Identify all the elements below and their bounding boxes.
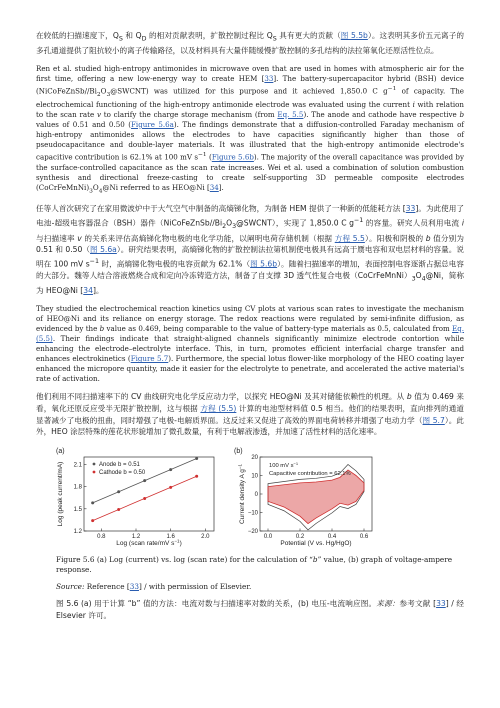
text: of capacity. The electrochemical functioning of the high-entropy antimonide electrode was evaluated using the current [36, 86, 464, 109]
paragraph-en-1 [36, 64, 464, 197]
text: ” value, (b) graph of voltage-ampere response. [56, 554, 453, 575]
reference-link[interactable]: 34 [83, 286, 93, 296]
text: −1 [89, 257, 99, 265]
panel-b-annotation-rate [269, 461, 299, 469]
figure-caption [56, 555, 464, 576]
text: 3 [232, 223, 237, 230]
text: v [77, 233, 82, 243]
text: −1 [293, 460, 299, 466]
text: ）。随着扫描速率的增加，表面控制电容逐渐占据总电容的大部分。魏等人结合溶液燃烧合成和定向冷冻铸造方法，制备了自支撑 3D 透气性复合电极（CoCrFeMnNi） [36, 259, 465, 280]
text: 在较低的扫描速度下，Q [36, 31, 119, 40]
text: i [412, 99, 415, 109]
reference-link[interactable]: 33 [129, 581, 139, 591]
legend-anode: Anode b = 0.51 [99, 461, 140, 468]
text: −1 [197, 152, 207, 159]
x-tick-label: 0.2 [295, 533, 305, 540]
data-point [195, 457, 198, 460]
text: O [415, 270, 422, 280]
text: @Ni referred to as HEO@Ni [ [102, 182, 210, 192]
paragraph-cn-3 [36, 391, 464, 437]
legend-cathode-marker [93, 470, 96, 473]
text: Ren et al. studied high-entropy antimonides in microwave oven that are used in homes with atmospheric air for the first time, offering a new low-energy way to create HEM [ [36, 63, 464, 83]
y-tick-label: −10 [247, 510, 258, 517]
text: ). Furthermore, the special lotus flower-like morphology of the HEO coating layer enhanced the micropore quantity, made it easier for the electrolyte to penetrate, and accelerated the active material's rate of activation. [36, 354, 464, 384]
figure-link[interactable]: Figure 5.6b [211, 152, 254, 162]
text: ]. The battery-supercapacitor hybrid (BSH) device (NiCoFeZnSb//Bi [36, 73, 464, 96]
x-tick-label: 0.6 [359, 533, 369, 540]
text: ）。研究结果表明，高熵锑化物的扩散控制法拉第机制使电极具有远高于赝电容和双电层材料的容量。说明在 100 mV s [36, 245, 464, 269]
text: v [96, 109, 101, 119]
panel-b-annotation-contribution: Capacitive contribution = 62.1% [269, 470, 351, 477]
text: 2 [222, 223, 227, 230]
reference-link[interactable]: 33 [264, 73, 274, 83]
text: values of 0.51 and 0.50 ( [36, 119, 131, 129]
equation-link[interactable]: Eq. 5.5 [277, 109, 304, 119]
text: 100 mV s [269, 462, 294, 469]
text: 时，高熵锑化物电极的电容贡献为 62.1%（ [99, 259, 251, 269]
data-point [117, 508, 120, 511]
text: O [100, 86, 107, 96]
text: ] / 经 Elsevier 许可。 [56, 598, 464, 620]
page-content [36, 30, 464, 628]
text: @SWCNT），实现了 1,850.0 C g [236, 218, 354, 228]
data-point [169, 468, 172, 471]
text: with relation to the scan rate [36, 99, 464, 119]
figure-link[interactable]: 图 5.5b [340, 31, 368, 40]
text: 2 [96, 91, 101, 98]
figure-source [56, 582, 464, 592]
text: 3 [106, 91, 111, 98]
text: O [92, 182, 99, 192]
y-tick-label: 2.1 [73, 462, 82, 469]
figure-caption-cn [56, 598, 464, 621]
text: S [118, 35, 123, 43]
text: ) [179, 539, 182, 547]
text: 任等人首次研究了在家用微波炉中于大气空气中制备的高熵锑化物，为制备 HEM 提供了一种新的低能耗方法 [ [36, 204, 406, 214]
figure-5-6 [36, 445, 464, 547]
data-point [195, 474, 198, 477]
text: 4 [98, 188, 103, 195]
text: 与扫描速率 [36, 233, 78, 243]
text: b [406, 392, 412, 402]
text: 值为 0.469 来看，氧化还原反应受半无限扩散控制，这与根据 [36, 392, 465, 413]
text: to clarify the charge storage mechanism (from [100, 109, 278, 119]
text: @Ni，简称为 HEO@Ni [ [36, 270, 464, 296]
text: −1 [353, 216, 364, 224]
text: 来源： [376, 598, 400, 608]
y-tick-label: 20 [251, 454, 258, 461]
equation-link[interactable]: 方程 5.5 [334, 233, 365, 243]
text: 值分别为 0.51 和 0.50（ [36, 233, 464, 255]
paragraph-cn-2 [36, 203, 464, 296]
panel-a-xlabel [116, 538, 181, 547]
text: ( [206, 152, 212, 162]
figure-svg [36, 445, 464, 547]
text: Source: [56, 581, 85, 591]
text: Figure 5.6 (a) Log (current) vs. log (scan rate) for the calculation of “ [56, 554, 313, 564]
text: −1 [387, 85, 397, 92]
text: . Their findings indicate that straight-aligned channels significantly minimize electrode contortion while enhancing the electrode–electrolyte interface. This, in turn, promotes efficient interfacial charge transfer and enhances electrokinetics ( [36, 333, 464, 364]
figure-link[interactable]: 图 5.6b [250, 259, 278, 269]
text: 图 5.6 (a) 用于计算 “b” 值的方法：电流对数与扫描速率对数的关系，(b) 电压-电流响应图。 [56, 598, 377, 608]
legend-cathode: Cathode b = 0.50 [99, 469, 146, 476]
equation-link[interactable]: Eq. (5.5) [36, 323, 465, 343]
text: 4 [421, 275, 426, 283]
text: ）。这表明其多价五元离子的多孔通道提供了阻抗较小的离子传输路径，以及材料具有大量伴随缓慢扩散控制的多孔结构的法拉第氧化还原活性位点。 [36, 31, 464, 56]
panel-a-label: (a) [56, 447, 65, 455]
text: Current density A g [239, 468, 246, 524]
text: ). The anode and cathode have respective [303, 109, 460, 119]
y-tick-label: 10 [251, 473, 258, 480]
data-point [143, 497, 146, 500]
text: ）。阳极和阴极的 [364, 233, 426, 243]
figure-link[interactable]: Figure 5.6a [131, 119, 174, 129]
text: i [461, 218, 464, 228]
paragraph-cn-1 [36, 30, 464, 57]
figure-link[interactable]: Figure 5.7 [130, 354, 169, 364]
text: 3 [411, 275, 416, 283]
text: S [272, 35, 277, 43]
text: −1 [174, 538, 180, 544]
data-point [117, 490, 120, 493]
x-tick-label: 0.8 [97, 533, 106, 540]
panel-a-frame [84, 457, 214, 531]
text: ]. [218, 182, 224, 192]
data-point [143, 479, 146, 482]
text: ] / with permission of Elsevier. [138, 581, 252, 591]
text: −1 [237, 463, 243, 469]
y-tick-label: 1.8 [73, 484, 82, 491]
text: 3 [89, 188, 93, 195]
reference-link[interactable]: 34 [209, 182, 219, 192]
text: 的关系来评估高熵锑化物电极的电化学功能，以阐明电荷存储机制（根据 [81, 233, 335, 243]
text: 具有更大的贡献（ [276, 31, 341, 40]
x-tick-label: 1.2 [131, 533, 141, 540]
y-tick-label: 0 [254, 491, 258, 498]
text: D [141, 35, 147, 43]
text: value as 0.469, being comparable to the value of battery-type materials as 0.5, calculated from [104, 323, 453, 333]
text: ). The findings demonstrate that a diffusion-controlled Faraday mechanism of high-entropy antimonides allows the electrodes to have capacities significantly higher than those of pseudocapacitance and double-layer materials. It was illustrated that the high-entropy antimonide electrode's capacitive contribution is 62.1% at 100 mV s [36, 119, 464, 162]
text: Log (scan rate/mV s [116, 539, 175, 547]
text: 和 Q [122, 31, 142, 40]
text: 他们利用不同扫描速率下的 CV 曲线研究电化学反应动力学，以探究 HEO@Ni 及其对储能依赖性的机理。从 [36, 392, 407, 402]
text: ）。此外，HEO 涂层特殊的莲花状形貌增加了微孔数量，有利于电解液渗透，并加速了活性材料的活化速率。 [36, 415, 465, 437]
panel-a-legend [93, 462, 146, 476]
panel-a-ylabel: Log (peak current/mA) [57, 461, 64, 527]
panel-b-xlabel: Potential (V vs. Hg/HgO) [280, 539, 352, 547]
text: ]。 [92, 286, 104, 296]
figure-link[interactable]: 图 5.7 [422, 415, 445, 425]
reference-link[interactable]: 33 [436, 598, 446, 608]
reference-link[interactable]: 33 [405, 204, 416, 214]
y-tick-label: 1.5 [73, 506, 82, 513]
text: 参考文献 [ [399, 598, 437, 608]
text: 的容量。研究人员利用电流 [363, 218, 462, 228]
equation-link[interactable]: 方程 (5.5) [200, 403, 237, 413]
text: They studied the electrochemical reaction kinetics using CV plots at various scan rates to investigate the mechanism of HEO@Ni and its reliance on energy storage. The redox reactions were regulated by semi-infinite diffusion, as evidenced by the [36, 303, 464, 333]
text: @SWCNT) was utilized for this purpose and it achieved 1,850.0 C g [110, 86, 388, 96]
text: 计算的电池型材料值 0.5 相当。他们的结果表明，直向排列的通道显著减少了电极的扭曲，同时增强了电极-电解质界面。这反过来又促进了高效的界面电荷转移并增强了电动力学（ [36, 403, 464, 425]
text: b [425, 233, 431, 243]
figure-link[interactable]: 图 5.6a [90, 245, 117, 255]
text: 的相对贡献表明，扩散控制过程比 Q [146, 31, 273, 40]
x-tick-label: 2.0 [201, 533, 210, 540]
paragraph-en-2 [36, 304, 464, 385]
y-tick-label: 1.2 [73, 528, 82, 535]
text: Reference [ [84, 581, 130, 591]
x-tick-label: 0.0 [263, 533, 273, 540]
text: b [459, 109, 465, 119]
data-point [91, 501, 94, 504]
panel-b-ylabel [238, 463, 247, 524]
data-point [169, 486, 172, 489]
text: b [99, 323, 105, 333]
x-tick-label: 0.4 [327, 533, 337, 540]
x-tick-label: 1.6 [166, 533, 175, 540]
data-point [91, 519, 94, 522]
text: b [312, 554, 318, 564]
legend-anode-marker [93, 462, 96, 465]
text: ]。为此使用了电池-超级电容器混合（BSH）器件（NiCoFeZnSb//Bi [36, 204, 464, 228]
y-tick-label: −20 [247, 528, 258, 535]
text: O [226, 218, 233, 228]
text: ). The majority of the overall capacitance was provided by the surface-controlled capacitance as the scan rate increases. Wei et al. used a combination of solution combustion synthesis and directional freeze-casting to create self-supporting 3D permeable composite electrodes (CoCrFeMnNi) [36, 152, 464, 192]
panel-b-label: (b) [234, 447, 243, 455]
